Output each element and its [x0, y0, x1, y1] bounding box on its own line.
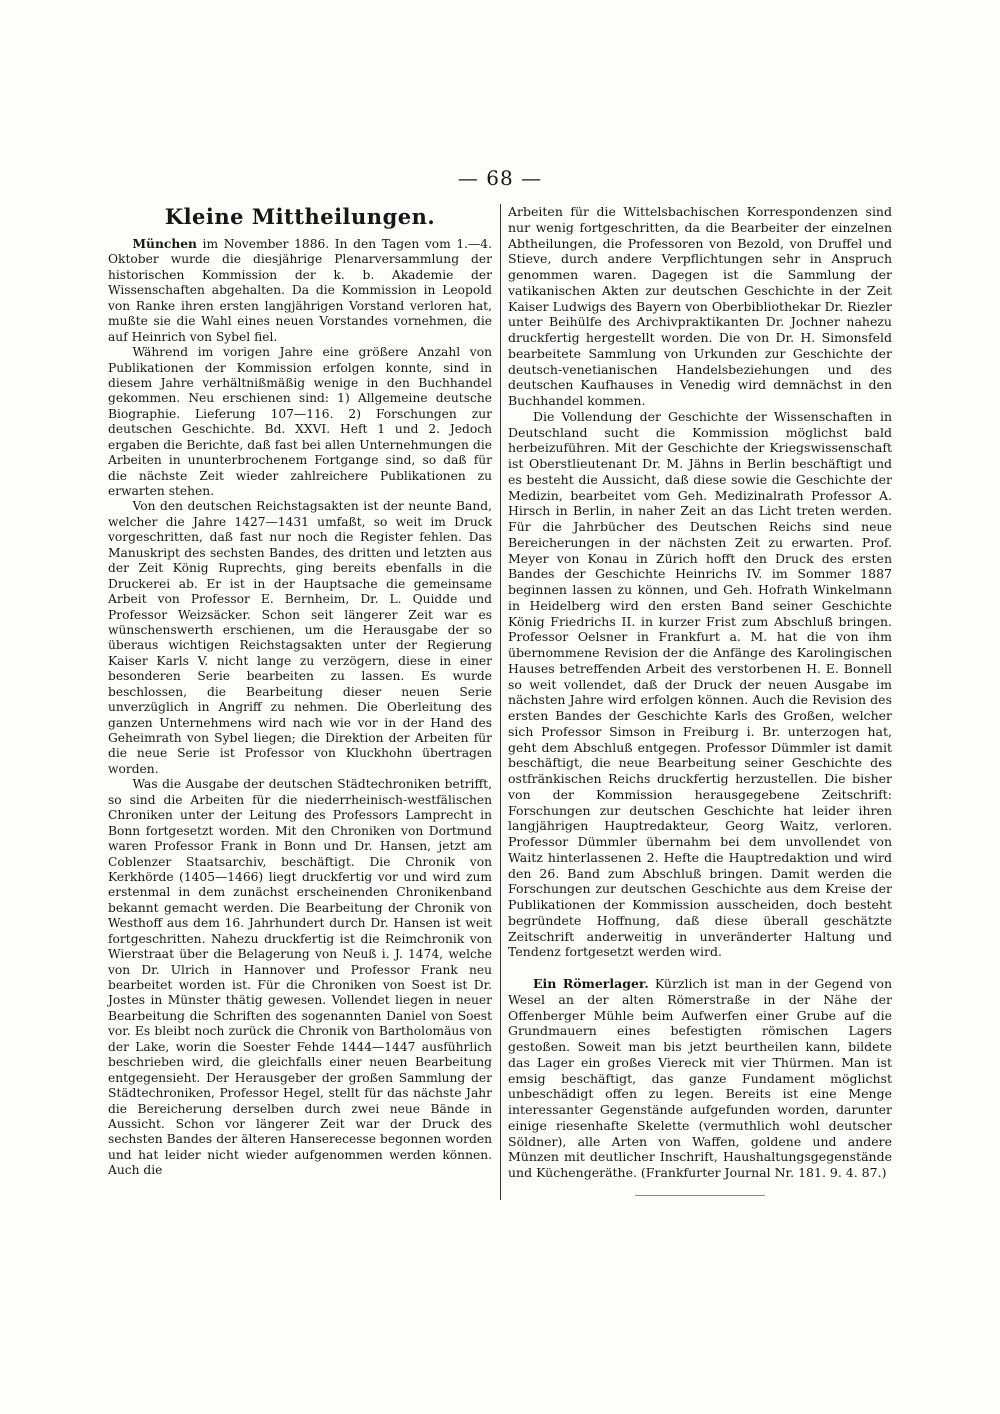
section-title: Kleine Mittheilungen.: [164, 204, 436, 229]
right-column: [508, 204, 892, 1196]
end-rule: [635, 1195, 765, 1196]
paragraph-wissenschaften: Die Vollendung der Geschichte der Wissenschaften in Deutschland sucht die Kommission möglichst bald herbeizuführen. Mit der Geschichte der Kriegswissenschaft ist Oberstlieutenant Dr. M. Jähns in Berlin beschäftigt und es besteht die Aussicht, daß diese sowie die Geschichte der Medizin, bearbeitet vom Geh. Medizinalrath Professor A. Hirsch in Berlin, in naher Zeit an das Licht treten werden. Für die Jahrbücher des Deutschen Reichs sind neue Bereicherungen in der nächsten Zeit zu erwarten. Prof. Meyer von Konau in Zürich hofft den Druck des ersten Bandes der Geschichte Heinrichs IV. im Sommer 1887 beginnen lassen zu können, und Geh. Hofrath Winkelmann in Heidelberg wird den ersten Band seiner Geschichte König Friedrichs II. in kurzer Frist zum Abschluß bringen. Professor Oelsner in Frankfurt a. M. hat die von ihm übernommene Revision der die Anfänge des Karolingischen Hauses betreffenden Arbeit des verstorbenen H. E. Bonnell so weit vollendet, daß der Druck der neuen Ausgabe im nächsten Jahre wird erfolgen können. Auch die Revision des ersten Bandes der Geschichte Karls des Großen, welcher sich Professor Simson in Freiburg i. Br. unterzogen hat, geht dem Abschluß entgegen. Professor Dümmler ist damit beschäftigt, die neue Bearbeitung seiner Geschichte des ostfränkischen Reichs druckfertig herzustellen. Die bisher von der Kommission herausgegebene Zeitschrift: Forschungen zur deutschen Geschichte hat leider ihren langjährigen Hauptredakteur, Georg Waitz, verloren. Professor Dümmler übernahm bei dem unvollendet von Waitz hinterlassenen 2. Hefte die Hauptredaktion und wird den 26. Band zum Abschluß bringen. Damit werden die Forschungen zur deutschen Geschichte aus dem Kreise der Publikationen der Kommission ausscheiden, doch besteht begründete Hoffnung, daß diese überall geschätzte Zeitschrift anderweitig in unveränderter Haltung und Tendenz fortgesetzt werden wird.: [508, 408, 892, 960]
paragraph-staedtechroniken: Was die Ausgabe der deutschen Städtechroniken betrifft, so sind die Arbeiten für die niederrheinisch-westfälischen Chroniken unter der Leitung des Professors Lamprecht in Bonn fortgesetzt worden. Mit den Chroniken von Dortmund waren Professor Frank in Bonn und Dr. Hansen, jetzt am Coblenzer Staatsarchiv, beschäftigt. Die Chronik von Kerkhörde (1405—1466) liegt druckfertig vor und wird zum erstenmal in dem zunächst erscheinenden Chronikenband bekannt gemacht werden. Die Bearbeitung der Chronik von Westhoff aus dem 16. Jahrhundert durch Dr. Hansen ist weit fortgeschritten. Nahezu druckfertig ist die Reimchronik von Wierstraat über die Belagerung von Neuß i. J. 1474, welche von Dr. Ulrich in Hannover und Professor Frank neu bearbeitet worden ist. Für die Chroniken von Soest ist Dr. Jostes in Münster thätig gewesen. Vollendet liegen in neuer Bearbeitung die Schriften des sogenannten Daniel von Soest vor. Es bleibt noch zurück die Chronik von Bartholomäus von der Lake, worin die Soester Fehde 1444—1447 ausführlich beschrieben wird, die gleichfalls einer neuen Bearbeitung entgegensieht. Der Herausgeber der großen Sammlung der Städtechroniken, Professor Hegel, stellt für das nächste Jahr die Bereicherung derselben durch zwei neue Bände in Aussicht. Schon vor längerer Zeit war der Druck des sechsten Bandes der älteren Hanserecesse begonnen worden und hat leider nicht wieder aufgenommen werden können. Auch die: [108, 777, 492, 1178]
paragraph-munich-text: im November 1886. In den Tagen vom 1.—4. Oktober wurde die diesjährige Plenarversammlung der historischen Kommission der k. b. Akademie der Wissenschaften abgehalten. Da die Kommission in Leopold von Ranke ihren ersten langjährigen Vorstand verloren hat, mußte sie die Wahl eines neuen Vorstandes vornehmen, die auf Heinrich von Sybel fiel.: [108, 237, 492, 344]
dateline-munich: München: [132, 236, 197, 251]
section-gap: [508, 960, 892, 976]
paragraph-publications: Während im vorigen Jahre eine größere Anzahl von Publikationen der Kommission erfolgen konnte, sind in diesem Jahre verhältnißmäßig wenige in den Buchhandel gekommen. Neu erschienen sind: 1) Allgemeine deutsche Biographie. Lieferung 107—116. 2) Forschungen zur deutschen Geschichte. Bd. XXVI. Heft 1 und 2. Jedoch ergaben die Berichte, daß fast bei allen Unternehmungen die Arbeiten in ununterbrochenem Fortgange sind, so daß für die nächste Zeit wieder zahlreichere Publikationen zu erwarten stehen.: [108, 345, 492, 498]
paragraph-roemerlager: [508, 976, 892, 1181]
paragraph-roemerlager-text: Kürzlich ist man in der Gegend von Wesel an der alten Römerstraße in der Nähe der Offenberger Mühle beim Aufwerfen einer Grube auf die Grundmauern eines befestigten römischen Lagers gestoßen. Soweit man bis jetzt beurtheilen kann, bildete das Lager ein großes Viereck mit vier Thürmen. Man ist emsig beschäftigt, das ganze Fundament möglichst unbeschädigt offen zu legen. Bereits ist eine Menge interessanter Gegenstände aufgefunden worden, darunter einige riesenhafte Skelette (vermuthlich wohl deutscher Söldner), alle Arten von Waffen, goldene und andere Münzen mit deutlicher Inschrift, Haushaltungsgegenstände und Küchengeräthe. (Frankfurter Journal Nr. 181. 9. 4. 87.): [508, 976, 892, 1180]
heading-roemerlager: Ein Römerlager.: [533, 976, 649, 991]
left-column: [108, 204, 492, 1179]
column-divider: [500, 204, 501, 1200]
paragraph-correspondences: Arbeiten für die Wittelsbachischen Korrespondenzen sind nur wenig fortgeschritten, da die Bearbeiter der einzelnen Abtheilungen, die Professoren von Bezold, von Druffel und Stieve, durch andere Verpflichtungen sehr in Anspruch genommen waren. Dagegen ist die Sammlung der vatikanischen Akten zur deutschen Geschichte in der Zeit Kaiser Ludwigs des Bayern von Oberbibliothekar Dr. Riezler unter Beihülfe des Archivpraktikanten Dr. Jochner nahezu druckfertig hergestellt worden. Die von Dr. H. Simonsfeld bearbeitete Sammlung von Urkunden zur Geschichte der deutsch-venetianischen Handelsbeziehungen und des deutschen Kaufhauses in Venedig wird demnächst in den Buchhandel kommen.: [508, 204, 892, 408]
page-number: — 68 —: [457, 166, 543, 190]
paragraph-munich: [108, 236, 492, 345]
paragraph-reichstagsakten: Von den deutschen Reichstagsakten ist der neunte Band, welcher die Jahre 1427—1431 umfaßt, so weit im Druck vorgeschritten, daß fast nur noch die Register fehlen. Das Manuskript des sechsten Bandes, des dritten und letzten aus der Zeit König Ruprechts, ging bereits ebenfalls in die Druckerei ab. Er ist in der Hauptsache die gemeinsame Arbeit von Professor E. Bernheim, Dr. L. Quidde und Professor Weizsäcker. Schon seit längerer Zeit war es wünschenswerth erschienen, um die Herausgabe der so überaus wichtigen Reichstagsakten unter der Regierung Kaiser Karls V. nicht lange zu verzögern, diese in einer besonderen Serie bearbeiten zu lassen. Es wurde beschlossen, die Bearbeitung dieser neuen Serie unverzüglich in Angriff zu nehmen. Die Oberleitung des ganzen Unternehmens wird nach wie vor in der Hand des Geheimrath von Sybel liegen; die Direktion der Arbeiten für die neue Serie ist Professor von Kluckhohn übertragen worden.: [108, 499, 492, 776]
